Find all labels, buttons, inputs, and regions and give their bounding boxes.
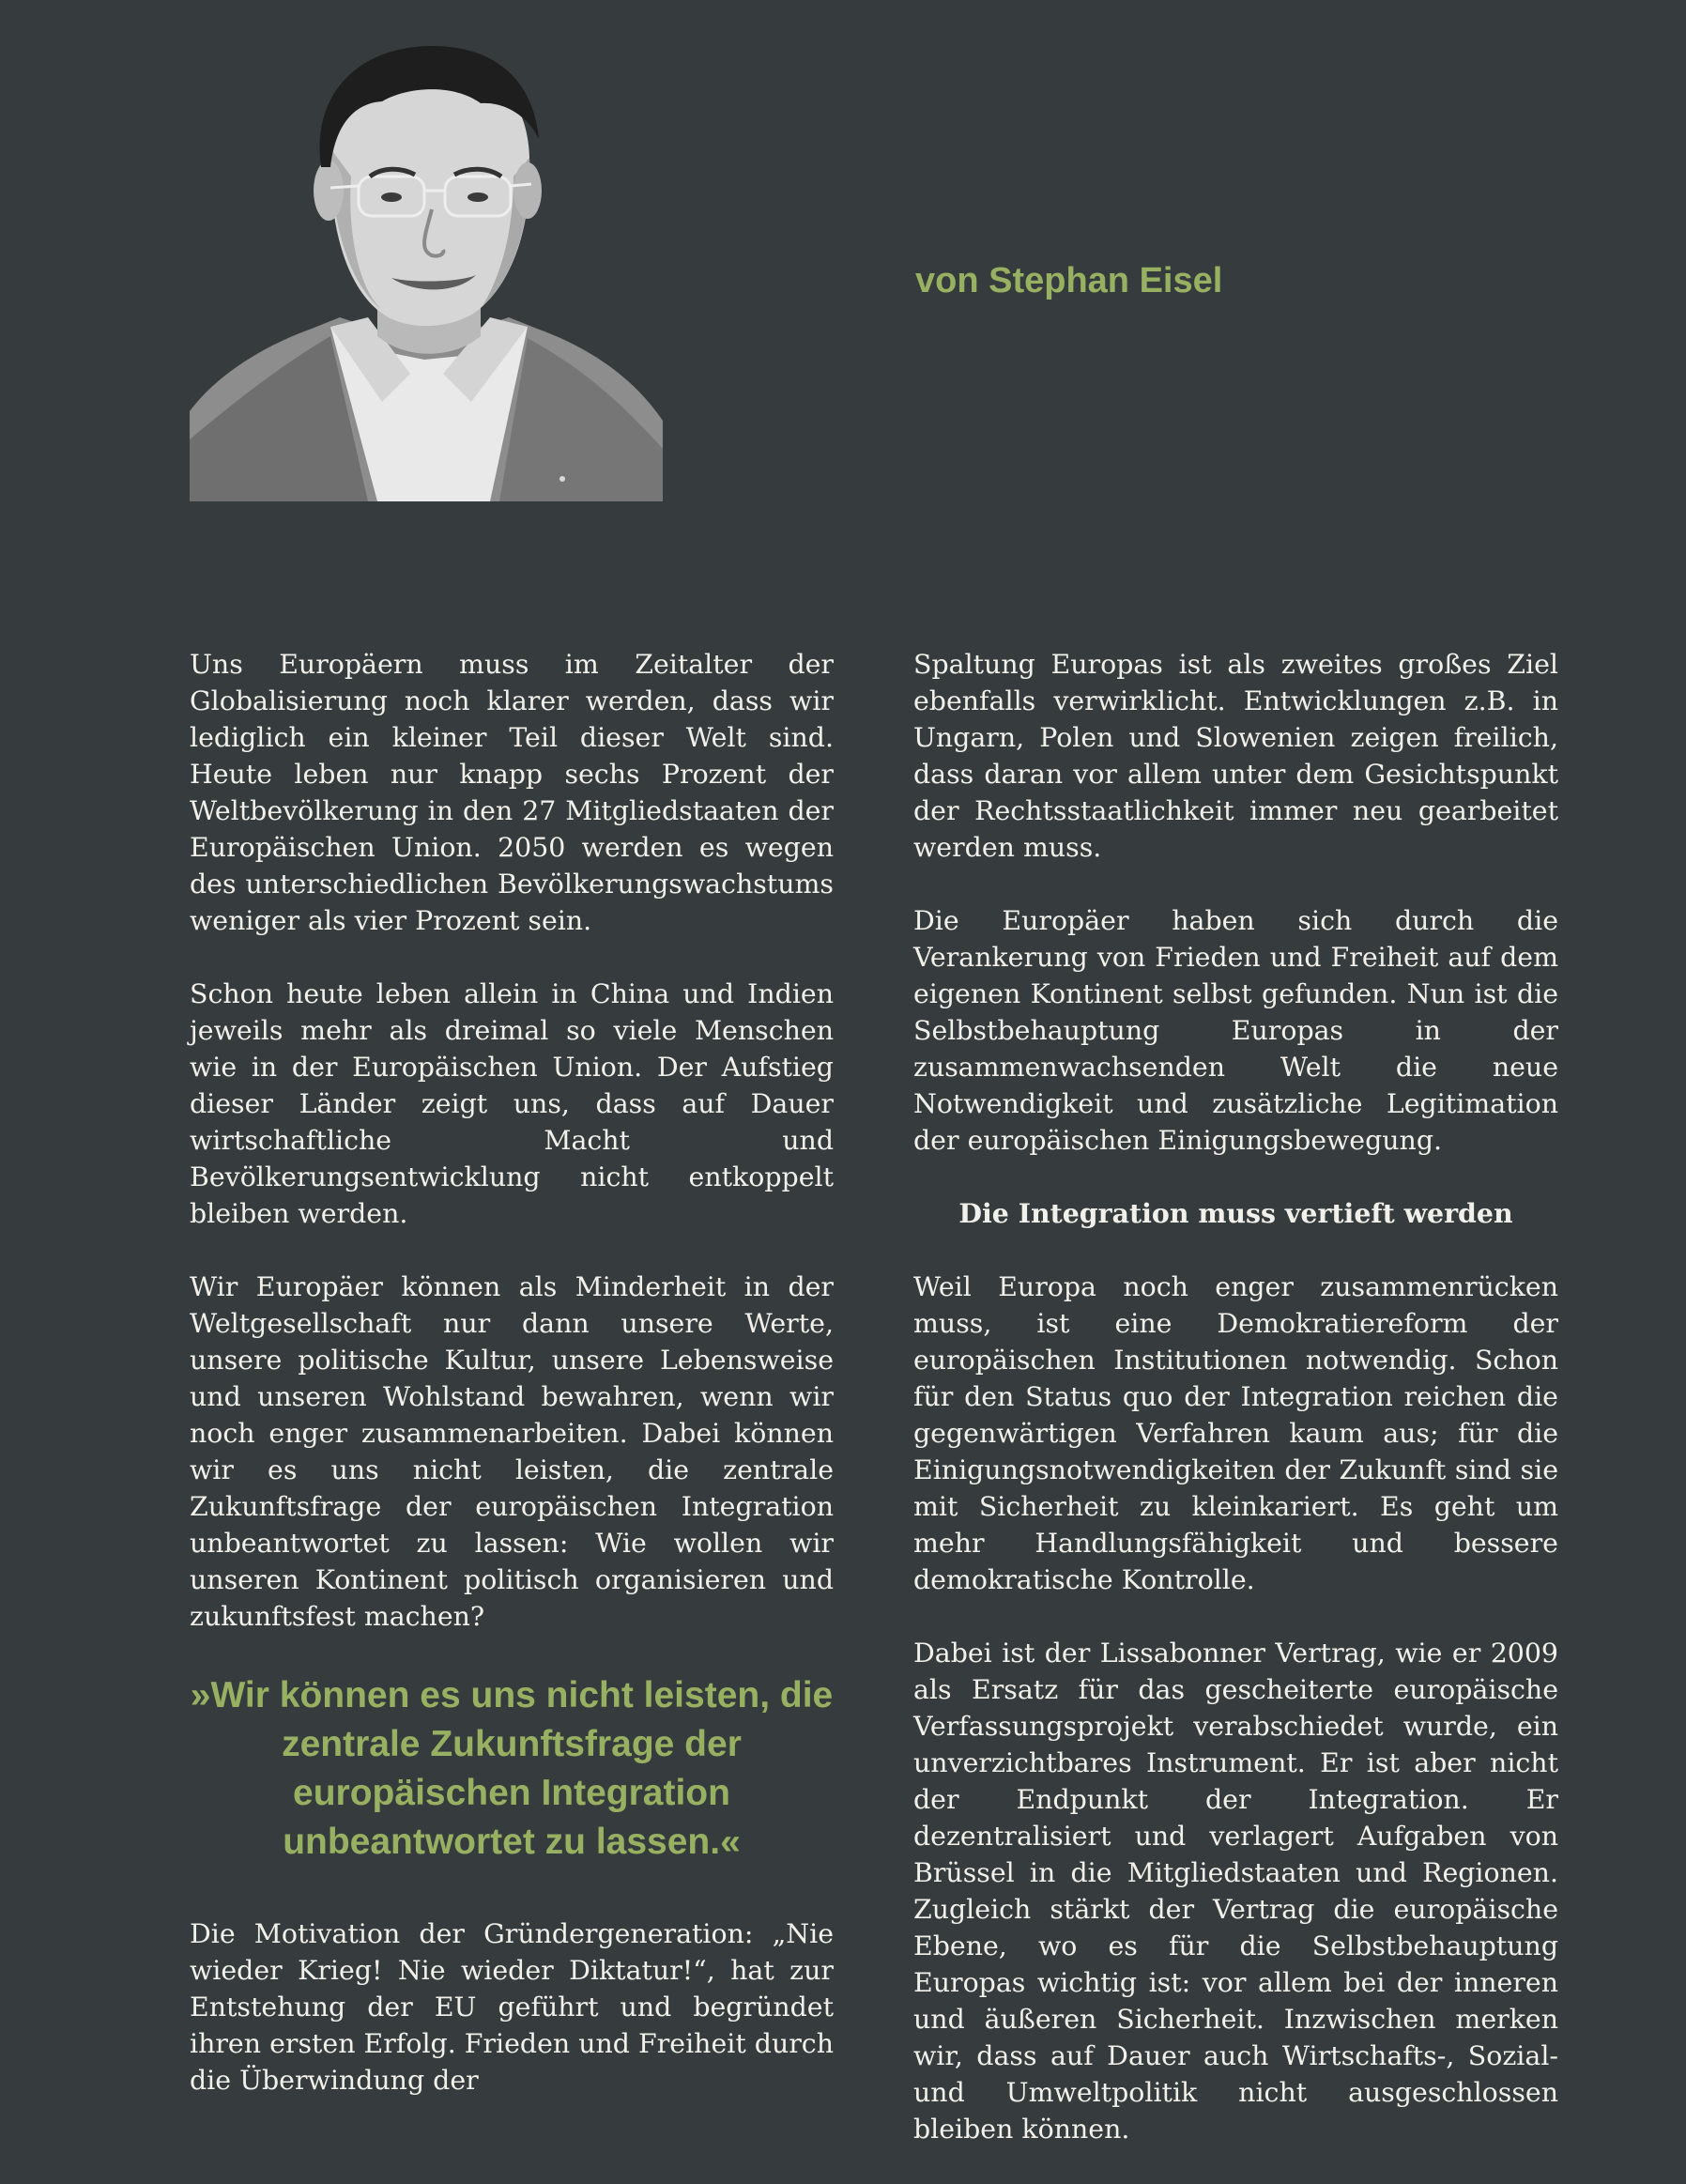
paragraph: Wir Europäer können als Minderheit in der Weltgesellschaft nur dann unsere Werte, unsere politische Kultur, unsere Lebensweise und unseren Wohlstand bewahren, wenn wir noch enger zusammenarbeiten. Dabei können wir es uns nicht leisten, die zentrale Zukunftsfrage der europäischen Integration unbeantwortet zu lassen: Wie wollen wir unseren Kontinent politisch organisieren und zukunftsfest machen? (190, 1271, 834, 1632)
article-column-right (913, 646, 1558, 2184)
pull-quote: »Wir können es uns nicht leisten, die zentrale Zukunftsfrage der europäischen Integration unbeantwortet zu lassen.« (190, 1675, 834, 1862)
paragraph: Spaltung Europas ist als zweites großes Ziel ebenfalls verwirklicht. Entwicklungen z.B. in Ungarn, Polen und Slowenien zeigen freilich, dass daran vor allem unter dem Gesichtspunkt der Rechtsstaatlichkeit immer neu gearbeitet werden muss. (913, 649, 1558, 863)
article-column-left (190, 646, 834, 2135)
paragraph: Schon heute leben allein in China und Indien jeweils mehr als dreimal so viele Menschen wie in der Europäischen Union. Der Aufstieg dieser Länder zeigt uns, dass auf Dauer wirtschaftliche Macht und Bevölkerungsentwicklung nicht entkoppelt bleiben werden. (190, 978, 834, 1229)
section-heading: Die Integration muss vertieft werden (958, 1197, 1513, 1229)
paragraph: Die Motivation der Gründergeneration: „Nie wieder Krieg! Nie wieder Diktatur!“, hat zur Entstehung der EU geführt und begründet ihren ersten Erfolg. Frieden und Freiheit durch die Überwindung der (190, 1918, 834, 2096)
paragraph: Dabei ist der Lissabonner Vertrag, wie er 2009 als Ersatz für das gescheiterte europäische Verfassungsprojekt verabschiedet wurde, ein unverzichtbares Instrument. Er ist aber nicht der Endpunkt der Integration. Er dezentralisiert und verlagert Aufgaben von Brüssel in die Mitgliedstaaten und Regionen. Zugleich stärkt der Vertrag die europäische Ebene, wo es für die Selbstbehauptung Europas wichtig ist: vor allem bei der inneren und äußeren Sicherheit. Inzwischen merken wir, dass auf Dauer auch Wirtschafts-, Sozial- und Umweltpolitik nicht ausgeschlossen bleiben können. (913, 1638, 1558, 2145)
author-portrait-icon (190, 36, 663, 501)
paragraph: Die Europäer haben sich durch die Verankerung von Frieden und Freiheit auf dem eigenen Kontinent selbst gefunden. Nun ist die Selbstbehauptung Europas in der zusammenwachsenden Welt die neue Notwendigkeit und zusätzliche Legitimation der europäischen Einigungsbewegung. (913, 905, 1558, 1156)
author-byline: von Stephan Eisel (915, 261, 1223, 300)
paragraph: Uns Europäern muss im Zeitalter der Globalisierung noch klarer werden, dass wir lediglich ein kleiner Teil dieser Welt sind. Heute leben nur knapp sechs Prozent der Weltbevölkerung in den 27 Mitgliedstaaten der Europäischen Union. 2050 werden es wegen des unterschiedlichen Bevölkerungswachstums weniger als vier Prozent sein. (190, 649, 834, 936)
paragraph: Weil Europa noch enger zusammenrücken muss, ist eine Demokratiereform der europäischen Institutionen notwendig. Schon für den Status quo der Integration reichen die gegenwärtigen Verfahren kaum aus; für die Einigungsnotwendigkeiten der Zukunft sind sie mit Sicherheit zu kleinkariert. Es geht um mehr Handlungsfähigkeit und bessere demokratische Kontrolle. (913, 1271, 1558, 1595)
